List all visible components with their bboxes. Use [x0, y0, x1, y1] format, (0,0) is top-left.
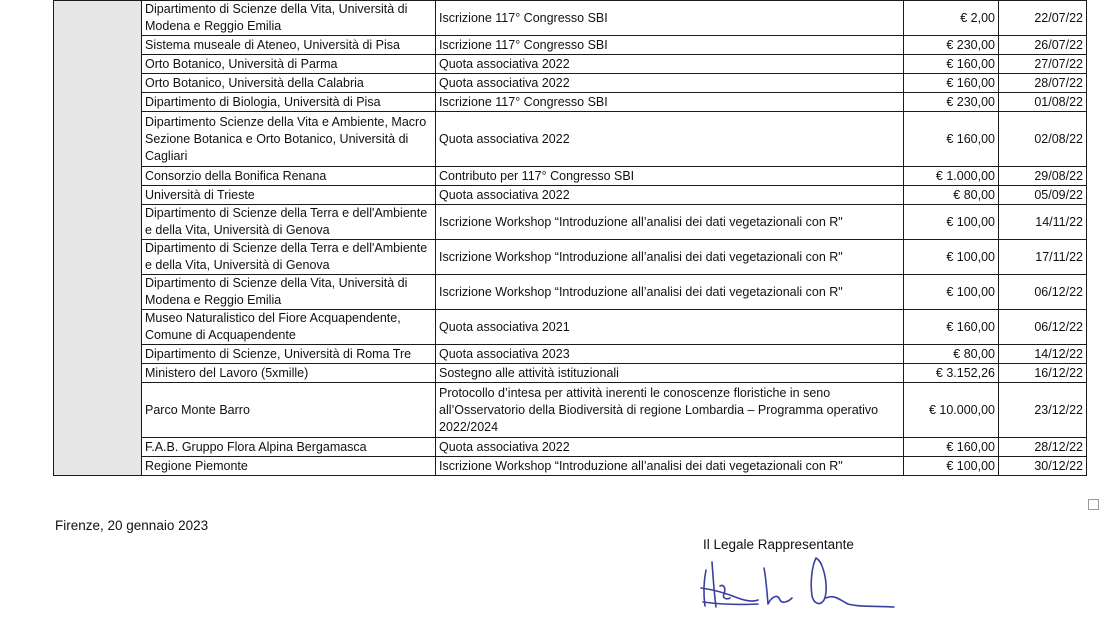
table-row — [54, 93, 1087, 112]
date-cell: 17/11/22 — [999, 240, 1087, 275]
date-cell: 16/12/22 — [999, 364, 1087, 383]
causale-cell: Sostegno alle attività istituzionali — [436, 364, 904, 383]
date-cell: 28/12/22 — [999, 438, 1087, 457]
table-row — [54, 74, 1087, 93]
table-row — [54, 438, 1087, 457]
entity-cell: Orto Botanico, Università di Parma — [142, 55, 436, 74]
entity-cell: Consorzio della Bonifica Renana — [142, 167, 436, 186]
date-cell: 06/12/22 — [999, 275, 1087, 310]
table-row — [54, 186, 1087, 205]
table-row — [54, 345, 1087, 364]
table-row — [54, 1, 1087, 36]
entity-cell: Dipartimento di Scienze della Terra e dell'Ambiente e della Vita, Università di Genova — [142, 240, 436, 275]
amount-cell: € 160,00 — [904, 55, 999, 74]
table-row — [54, 275, 1087, 310]
table-row — [54, 36, 1087, 55]
causale-cell: Iscrizione Workshop “Introduzione all’analisi dei dati vegetazionali con R" — [436, 240, 904, 275]
causale-cell: Iscrizione Workshop “Introduzione all’analisi dei dati vegetazionali con R" — [436, 205, 904, 240]
causale-cell: Quota associativa 2022 — [436, 55, 904, 74]
amount-cell: € 2,00 — [904, 1, 999, 36]
handwritten-signature — [698, 552, 898, 612]
funding-table — [53, 0, 1087, 476]
entity-cell: Sistema museale di Ateneo, Università di Pisa — [142, 36, 436, 55]
entity-cell: Dipartimento di Scienze della Vita, Università di Modena e Reggio Emilia — [142, 1, 436, 36]
amount-cell: € 160,00 — [904, 438, 999, 457]
date-cell: 06/12/22 — [999, 310, 1087, 345]
amount-cell: € 160,00 — [904, 74, 999, 93]
funding-table-body — [54, 1, 1087, 476]
causale-cell: Iscrizione Workshop “Introduzione all’analisi dei dati vegetazionali con R" — [436, 457, 904, 476]
table-row — [54, 240, 1087, 275]
causale-cell: Quota associativa 2022 — [436, 438, 904, 457]
date-cell: 29/08/22 — [999, 167, 1087, 186]
date-cell: 01/08/22 — [999, 93, 1087, 112]
amount-cell: € 160,00 — [904, 112, 999, 167]
amount-cell: € 230,00 — [904, 36, 999, 55]
table-row — [54, 383, 1087, 438]
amount-cell: € 100,00 — [904, 457, 999, 476]
amount-cell: € 10.000,00 — [904, 383, 999, 438]
date-cell: 05/09/22 — [999, 186, 1087, 205]
date-cell: 14/12/22 — [999, 345, 1087, 364]
date-cell: 27/07/22 — [999, 55, 1087, 74]
entity-cell: Università di Trieste — [142, 186, 436, 205]
table-row — [54, 167, 1087, 186]
causale-cell: Quota associativa 2022 — [436, 74, 904, 93]
entity-cell: Regione Piemonte — [142, 457, 436, 476]
entity-cell: Orto Botanico, Università della Calabria — [142, 74, 436, 93]
date-cell: 14/11/22 — [999, 205, 1087, 240]
causale-cell: Protocollo d’intesa per attività inerenti le conoscenze floristiche in seno all’Osservatorio della Biodiversità di regione Lombardia – Programma operativo 2022/2024 — [436, 383, 904, 438]
amount-cell: € 230,00 — [904, 93, 999, 112]
causale-cell: Quota associativa 2022 — [436, 112, 904, 167]
amount-cell: € 80,00 — [904, 345, 999, 364]
amount-cell: € 100,00 — [904, 275, 999, 310]
date-cell: 26/07/22 — [999, 36, 1087, 55]
amount-cell: € 1.000,00 — [904, 167, 999, 186]
causale-cell: Quota associativa 2021 — [436, 310, 904, 345]
causale-cell: Quota associativa 2023 — [436, 345, 904, 364]
entity-cell: F.A.B. Gruppo Flora Alpina Bergamasca — [142, 438, 436, 457]
table-row — [54, 55, 1087, 74]
place-date: Firenze, 20 gennaio 2023 — [55, 518, 209, 533]
table-row — [54, 364, 1087, 383]
causale-cell: Quota associativa 2022 — [436, 186, 904, 205]
entity-cell: Ministero del Lavoro (5xmille) — [142, 364, 436, 383]
entity-cell: Dipartimento di Scienze della Terra e dell'Ambiente e della Vita, Università di Genova — [142, 205, 436, 240]
table-row — [54, 457, 1087, 476]
entity-cell: Museo Naturalistico del Fiore Acquapendente, Comune di Acquapendente — [142, 310, 436, 345]
amount-cell: € 100,00 — [904, 240, 999, 275]
date-cell: 22/07/22 — [999, 1, 1087, 36]
table-row — [54, 205, 1087, 240]
entity-cell: Dipartimento di Scienze della Vita, Università di Modena e Reggio Emilia — [142, 275, 436, 310]
entity-cell: Dipartimento di Biologia, Università di Pisa — [142, 93, 436, 112]
causale-cell: Contributo per 117° Congresso SBI — [436, 167, 904, 186]
signer-title: Il Legale Rappresentante — [703, 537, 854, 552]
amount-cell: € 3.152,26 — [904, 364, 999, 383]
causale-cell: Iscrizione 117° Congresso SBI — [436, 93, 904, 112]
table-resize-handle[interactable] — [1088, 499, 1099, 510]
table-row — [54, 112, 1087, 167]
date-cell: 02/08/22 — [999, 112, 1087, 167]
date-cell: 30/12/22 — [999, 457, 1087, 476]
gutter-column — [54, 1, 142, 476]
entity-cell: Dipartimento Scienze della Vita e Ambiente, Macro Sezione Botanica e Orto Botanico, Università di Cagliari — [142, 112, 436, 167]
amount-cell: € 100,00 — [904, 205, 999, 240]
entity-cell: Parco Monte Barro — [142, 383, 436, 438]
amount-cell: € 80,00 — [904, 186, 999, 205]
amount-cell: € 160,00 — [904, 310, 999, 345]
table-row — [54, 310, 1087, 345]
date-cell: 28/07/22 — [999, 74, 1087, 93]
causale-cell: Iscrizione 117° Congresso SBI — [436, 1, 904, 36]
entity-cell: Dipartimento di Scienze, Università di Roma Tre — [142, 345, 436, 364]
causale-cell: Iscrizione 117° Congresso SBI — [436, 36, 904, 55]
date-cell: 23/12/22 — [999, 383, 1087, 438]
causale-cell: Iscrizione Workshop “Introduzione all’analisi dei dati vegetazionali con R" — [436, 275, 904, 310]
